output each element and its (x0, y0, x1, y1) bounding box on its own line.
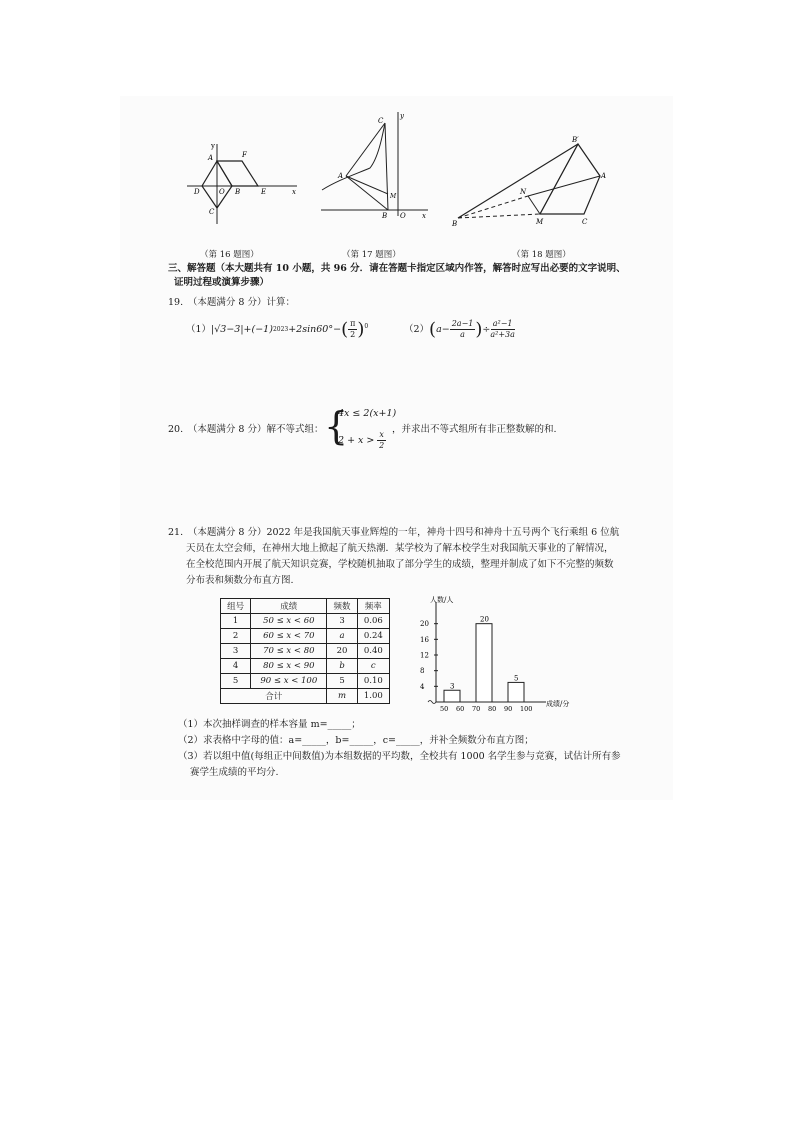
histogram-bar-label: 3 (450, 682, 455, 691)
table-cell: 70 ≤ x < 80 (251, 644, 327, 659)
fig17-label-m: M (390, 193, 397, 200)
histogram-bar (508, 682, 524, 702)
fig18-dashed-bm (458, 214, 540, 218)
table-header-cell: 组号 (221, 599, 251, 614)
table-cell: 3 (221, 644, 251, 659)
table-total-freq: 1.00 (357, 689, 389, 704)
fig18-label-a: A (601, 172, 607, 180)
q21-line-4: 分布表和频数分布直方图. (186, 575, 294, 586)
histogram-y-tick-label: 8 (420, 667, 425, 676)
table-cell: 0.10 (357, 674, 389, 689)
q19-p2-frac-num: 2a−1 (451, 319, 474, 328)
q21-sub-3b: 赛学生成绩的平均分. (190, 767, 279, 778)
fig18-label-bprime: B′ (572, 136, 579, 144)
q19-part-2: （2） ( a − $\frac{2a-1}{a}$ ) ÷ $\frac{\text{a²−1}}{\text{a²+3a}}$ (404, 318, 515, 340)
section-3-line-1: 三、解答题（本大题共有 10 小题，共 96 分．请在答题卡指定区域内作答，解答时应写出必要的文字说明、 (168, 263, 626, 274)
histogram-bar-label: 5 (514, 674, 519, 683)
fig17-caption: （第 17 题图） (342, 250, 401, 260)
table-cell: b (327, 659, 357, 674)
fig17-line-am (346, 176, 388, 194)
table-cell: 20 (327, 644, 357, 659)
table-row (221, 644, 390, 659)
fig17-curve (322, 123, 385, 190)
section-3-line-2: 证明过程或演算步骤） (174, 277, 270, 288)
q21-line-3: 在全校范围内开展了航天知识竞赛，学校随机抽取了部分学生的成绩，整理并制成了如下不完整的频数 (186, 559, 614, 570)
histogram-y-tick-label: 16 (420, 635, 429, 644)
q20-ineq2-den: 2 (379, 441, 385, 450)
fig16-label-c: C (209, 208, 215, 216)
histogram-x-tick-label: 70 (472, 705, 481, 713)
table-cell: 90 ≤ x < 100 (251, 674, 327, 689)
q19-p1-frac-den: 2 (350, 330, 356, 339)
q21-line-1: 21. （本题满分 8 分）2022 年是我国航天事业辉煌的一年，神舟十四号和神舟十五号两个飞行乘组 6 位航 (168, 527, 620, 538)
fig17-line-ab (346, 176, 388, 210)
table-row (221, 614, 390, 629)
histogram-bar-label: 20 (480, 615, 489, 624)
table-total-count: m (327, 689, 357, 704)
q20-inequality-2 (338, 430, 386, 451)
table-header-cell: 成绩 (251, 599, 327, 614)
fig17-label-y: y (400, 112, 404, 120)
fig17-label-o: O (400, 212, 406, 220)
q19-p2-div: ÷ (482, 323, 491, 335)
table-row (221, 629, 390, 644)
histogram-y-tick-label: 12 (420, 651, 429, 660)
histogram-x-tick-label: 50 (440, 705, 449, 713)
table-header-cell: 频数 (327, 599, 357, 614)
table-cell: 50 ≤ x < 60 (251, 614, 327, 629)
q19-p2-label: （2） (404, 323, 430, 335)
q19-part-1: （1） |√3−3|+(−1) 2023 +2sin60°− ( $\frac{\pi}{2}$ ) $^0$ (186, 318, 369, 340)
q19-p2-minus: − (441, 323, 450, 335)
q20-tail: ，并求出不等式组所有非正整数解的和. (392, 424, 557, 435)
q19-p1-frac-num: π (350, 319, 356, 328)
table-cell: 0.06 (357, 614, 389, 629)
q19-p1-exponent: 2023 (272, 325, 289, 333)
fig18-label-m: M (536, 218, 544, 226)
figure-18 (448, 134, 608, 228)
table-cell: 3 (327, 614, 357, 629)
fig16-caption: （第 16 题图） (200, 250, 259, 260)
table-cell: 1 (221, 614, 251, 629)
table-total-label: 合计 (221, 689, 327, 704)
q21-sub-1: （1）本次抽样调查的样本容量 m=_____； (178, 719, 361, 730)
q20-header: 20. （本题满分 8 分）解不等式组： (168, 424, 324, 435)
q21-intro (168, 525, 673, 589)
histogram-bar (476, 624, 492, 702)
fig16-label-y: y (211, 142, 215, 150)
histogram-x-label: 成绩/分 (546, 700, 570, 708)
frequency-table (220, 598, 390, 704)
fig18-label-b: B (452, 220, 458, 228)
q19-p2-frac2-den: a²+3a (490, 330, 515, 339)
q19-p1-expr-b: +2sin60°− (288, 323, 342, 335)
histogram-y-label: 人数/人 (430, 596, 454, 604)
q19-p1-label: （1） (186, 323, 212, 335)
fig17-label-b: B (382, 212, 388, 220)
table-cell: 5 (327, 674, 357, 689)
table-cell: 0.24 (357, 629, 389, 644)
q21-sub-questions (178, 717, 668, 781)
exam-page (120, 96, 673, 800)
table-cell: a (327, 629, 357, 644)
q20-ineq2-fraction (377, 430, 386, 451)
section-3-title (168, 262, 673, 290)
fig18-line-b-bp (458, 144, 578, 218)
fig16-label-x: x (292, 188, 296, 196)
table-cell: 2 (221, 629, 251, 644)
fig17-label-a: A (338, 172, 344, 180)
fig18-caption: （第 18 题图） (512, 250, 571, 260)
table-cell: 0.40 (357, 644, 389, 659)
histogram-y-tick-label: 4 (420, 682, 425, 691)
fig18-line-m-bp (540, 144, 578, 214)
fig18-line-n-m (528, 196, 540, 214)
table-cell: 4 (221, 659, 251, 674)
table-cell: c (357, 659, 389, 674)
table-row (221, 659, 390, 674)
q19-p2-fraction-1 (450, 319, 476, 340)
fig17-label-c: C (378, 117, 384, 125)
q19-p2-frac2-num: a²−1 (492, 319, 513, 328)
fig16-label-b: B (235, 188, 241, 196)
table-cell: 60 ≤ x < 70 (251, 629, 327, 644)
table-header-row (221, 599, 390, 614)
q20-ineq2-left: 2 + x > (338, 434, 375, 446)
table-cell: 5 (221, 674, 251, 689)
table-total-row (221, 689, 390, 704)
q19-header: 19. （本题满分 8 分）计算： (168, 297, 295, 308)
table-header-cell: 频率 (357, 599, 389, 614)
figure-17 (316, 108, 436, 220)
frequency-histogram (408, 594, 588, 716)
histogram-x-tick-label: 80 (488, 705, 497, 713)
fig16-label-d: D (194, 188, 200, 196)
figure-16 (182, 136, 302, 226)
fig18-label-c: C (582, 218, 588, 226)
q21-sub-2: （2）求表格中字母的值：a=_____，b=_____，c=_____，并补全频数分布直方图； (178, 735, 534, 746)
fig18-line-n-a (528, 176, 600, 196)
q20-ineq2-num: x (379, 430, 384, 439)
fig16-label-o: O (219, 188, 225, 196)
histogram-x-tick-label: 90 (504, 705, 513, 713)
fig16-label-f: F (242, 151, 247, 159)
q20-system: { 4x ≤ 2(x+1) 2 + x > $\frac{x}{2}$ (324, 404, 397, 450)
histogram-axis-break (428, 701, 436, 704)
q19-p2-frac-den: a (460, 330, 465, 339)
histogram-bar (444, 690, 460, 702)
fig17-label-x: x (422, 212, 426, 220)
q19-p2-fraction-2 (490, 319, 515, 340)
fig18-label-n: N (520, 188, 527, 196)
fig17-line-cb (385, 123, 388, 210)
q19-p1-fraction (348, 319, 357, 340)
fig16-parallelogram-afeb (217, 161, 258, 186)
q21-line-2: 天员在太空会师，在神州大地上掀起了航天热潮．某学校为了解本校学生对我国航天事业的了解情况， (186, 543, 614, 554)
q19-p2-a: a (436, 323, 442, 335)
q19-p1-zero-exp: 0 (364, 323, 369, 330)
table-cell: 80 ≤ x < 90 (251, 659, 327, 674)
fig16-label-a: A (208, 154, 214, 162)
q20-inequality-1: 4x ≤ 2(x+1) (338, 408, 397, 419)
table-row (221, 674, 390, 689)
fig16-label-e: E (261, 188, 267, 196)
histogram-x-tick-label: 60 (456, 705, 465, 713)
histogram-x-tick-label: 100 (520, 705, 533, 713)
q19-p1-expr-a: |√3−3|+(−1) (211, 323, 273, 335)
histogram-y-tick-label: 20 (420, 620, 429, 629)
q21-sub-3a: （3）若以组中值(每组正中间数值)为本组数据的平均数，全校共有 1000 名学生参与竞赛，试估计所有参 (178, 751, 621, 762)
